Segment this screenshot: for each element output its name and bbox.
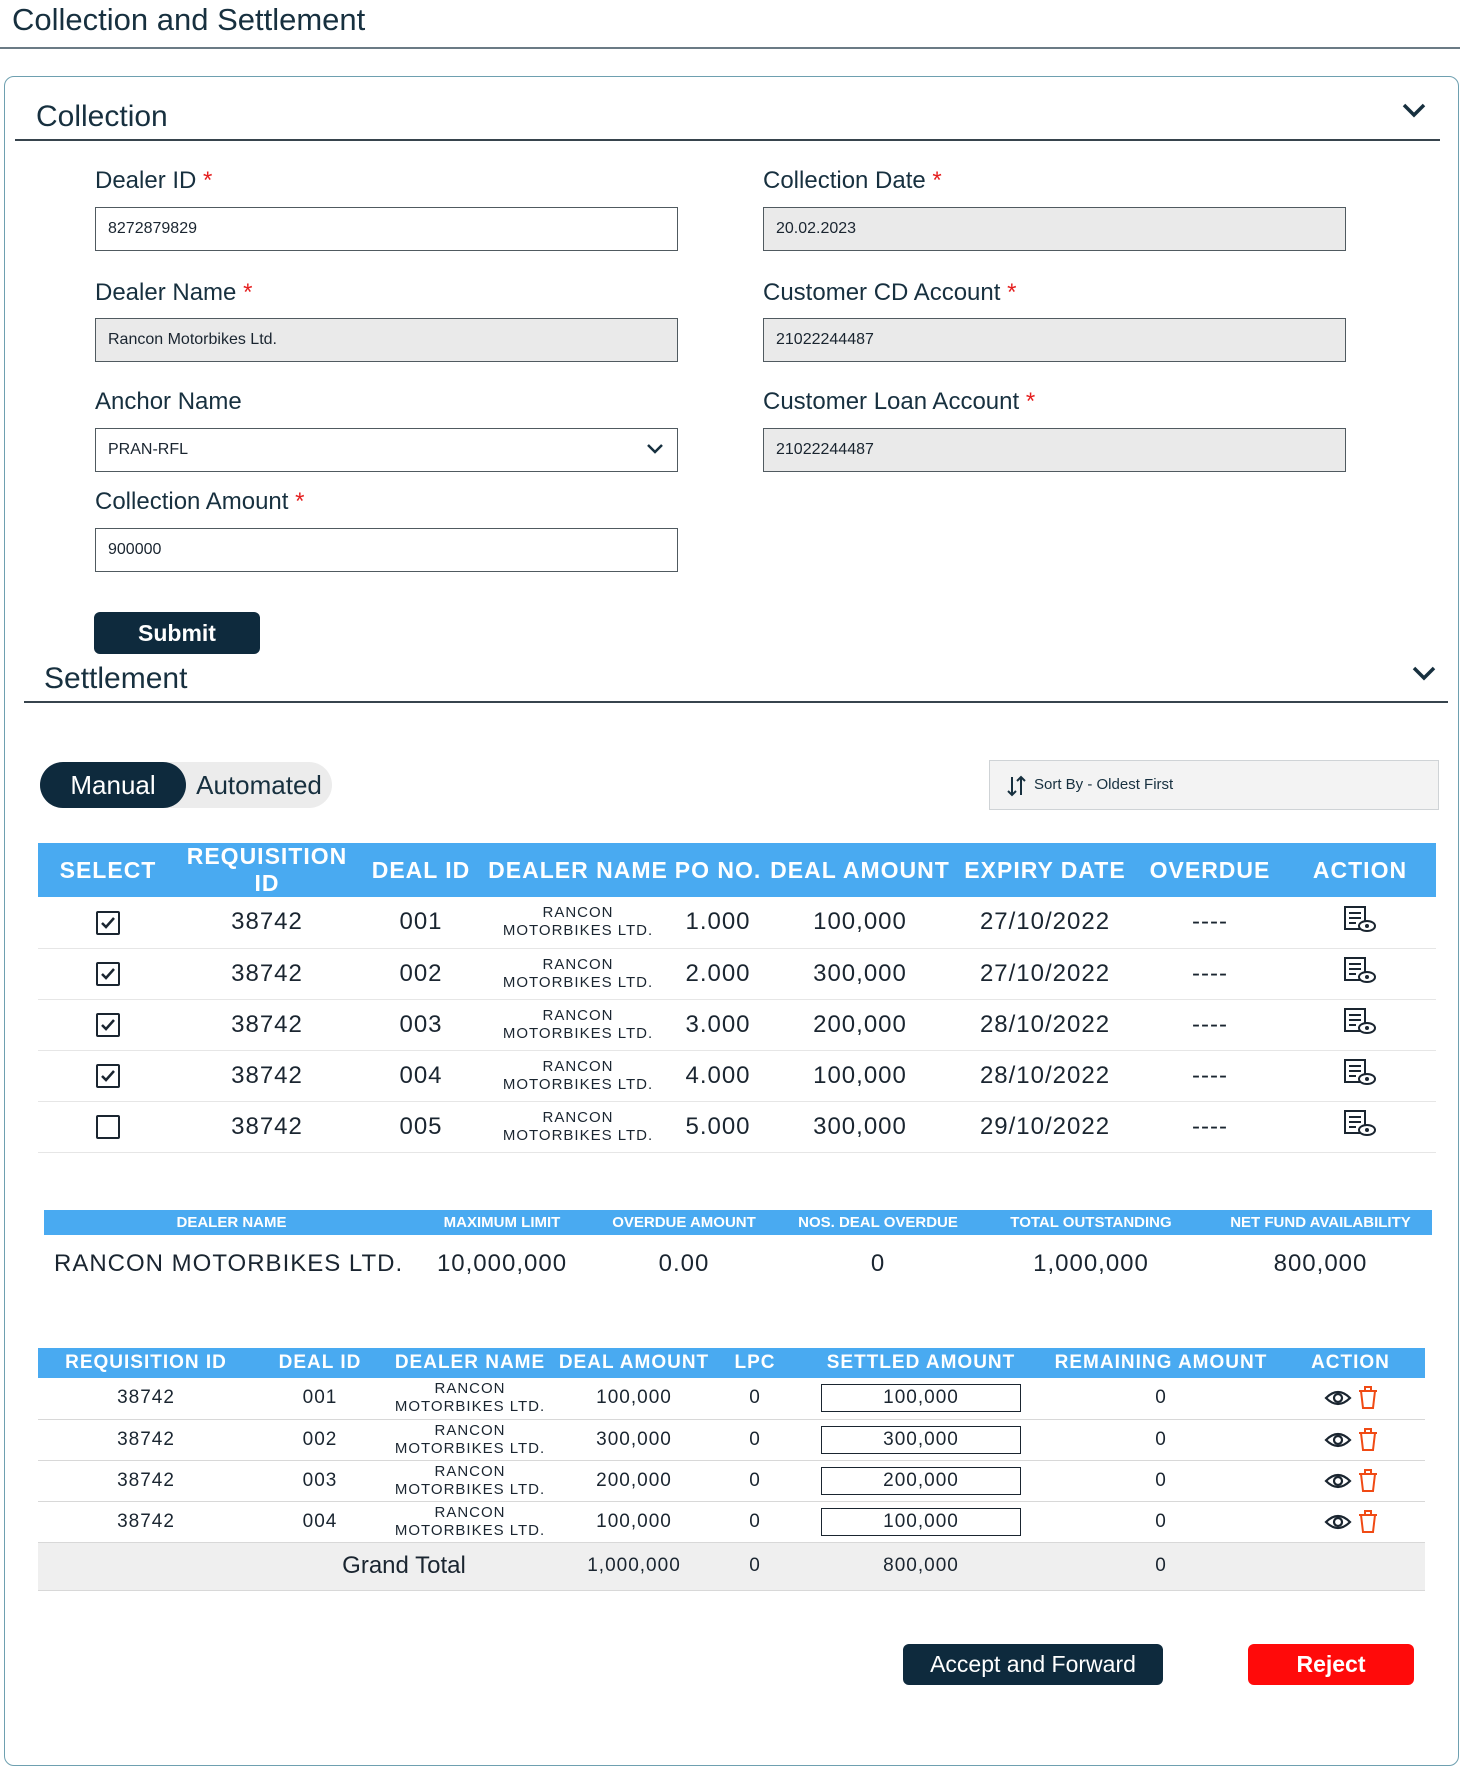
select-cell: [38, 948, 178, 999]
grand-total-row: [38, 1542, 1425, 1590]
expiry-date: 27/10/2022: [954, 897, 1136, 948]
requisition-table-header: [38, 843, 1436, 897]
sort-label: Sort By - Oldest First: [1034, 776, 1174, 793]
eye-icon[interactable]: [1324, 1430, 1352, 1450]
settlement-row: [38, 1501, 1425, 1542]
requisition-id: 38742: [38, 1378, 254, 1419]
summary-dealer-name: RANCON MOTORBIKES LTD.: [54, 1250, 404, 1277]
requisition-id: 38742: [178, 999, 356, 1050]
dealer-name: RANCON MOTORBIKES LTD.: [386, 1501, 554, 1542]
view-document-icon[interactable]: [1343, 905, 1377, 933]
settle-header-requisition-id: REQUISITION ID: [38, 1348, 254, 1378]
summary-header-total-outstanding: TOTAL OUTSTANDING: [973, 1210, 1209, 1235]
summary-header-dealer-name: DEALER NAME: [44, 1210, 419, 1235]
settlement-divider: [24, 701, 1448, 703]
action-cell: [1284, 948, 1436, 999]
grand-total-remaining: 0: [1046, 1542, 1276, 1590]
action-cell: [1276, 1460, 1425, 1501]
settled-amount-cell: [796, 1419, 1046, 1460]
settle-header-settled-amount: SETTLED AMOUNT: [796, 1348, 1046, 1378]
settled-amount-input[interactable]: 300,000: [821, 1426, 1021, 1454]
customer-cd-account-label: Customer CD Account *: [763, 279, 1017, 306]
settled-amount-cell: [796, 1378, 1046, 1419]
collection-date-field: 20.02.2023: [763, 207, 1346, 251]
settle-header-deal-id: DEAL ID: [254, 1348, 386, 1378]
dealer-name: RANCON MOTORBIKES LTD.: [486, 948, 670, 999]
reject-button[interactable]: Reject: [1248, 1644, 1414, 1685]
deal-amount: 300,000: [766, 1101, 954, 1152]
summary-total-outstanding: 1,000,000: [1033, 1250, 1149, 1277]
grand-total-lpc: 0: [714, 1542, 796, 1590]
automated-mode-option[interactable]: Automated: [196, 770, 322, 800]
settlement-table-header: [38, 1348, 1425, 1378]
col-header-select: SELECT: [38, 843, 178, 897]
trash-icon[interactable]: [1358, 1428, 1378, 1452]
deal-id: 004: [356, 1050, 486, 1101]
col-header-expiry-date: EXPIRY DATE: [954, 843, 1136, 897]
deal-id: 001: [356, 897, 486, 948]
requisition-row: [38, 1101, 1436, 1152]
action-cell: [1276, 1501, 1425, 1542]
dealer-id-input[interactable]: 8272879829: [95, 207, 678, 251]
summary-header-overdue-amount: OVERDUE AMOUNT: [585, 1210, 783, 1235]
action-cell: [1284, 999, 1436, 1050]
select-checkbox[interactable]: [96, 911, 120, 935]
summary-header-net-fund-availability: NET FUND AVAILABILITY: [1209, 1210, 1432, 1235]
action-cell: [1276, 1419, 1425, 1460]
dealer-name: RANCON MOTORBIKES LTD.: [486, 1050, 670, 1101]
sort-icon: [1006, 773, 1028, 799]
customer-loan-account-label: Customer Loan Account *: [763, 388, 1036, 415]
overdue: ----: [1136, 999, 1284, 1050]
select-checkbox[interactable]: [96, 1064, 120, 1088]
settlement-heading: Settlement: [44, 662, 188, 695]
deal-amount: 100,000: [554, 1501, 714, 1542]
select-cell: [38, 1101, 178, 1152]
dealer-name: RANCON MOTORBIKES LTD.: [486, 999, 670, 1050]
select-cell: [38, 897, 178, 948]
expiry-date: 28/10/2022: [954, 1050, 1136, 1101]
view-document-icon[interactable]: [1343, 956, 1377, 984]
eye-icon[interactable]: [1324, 1471, 1352, 1491]
dealer-name: RANCON MOTORBIKES LTD.: [386, 1419, 554, 1460]
trash-icon[interactable]: [1358, 1510, 1378, 1534]
anchor-name-label: Anchor Name: [95, 388, 242, 415]
customer-cd-account-field: 21022244487: [763, 318, 1346, 362]
overdue: ----: [1136, 897, 1284, 948]
deal-amount: 300,000: [554, 1419, 714, 1460]
col-header-action: ACTION: [1284, 843, 1436, 897]
deal-amount: 200,000: [766, 999, 954, 1050]
deal-amount: 300,000: [766, 948, 954, 999]
col-header-deal-id: DEAL ID: [356, 843, 486, 897]
summary-header-maximum-limit: MAXIMUM LIMIT: [419, 1210, 585, 1235]
view-document-icon[interactable]: [1343, 1109, 1377, 1137]
settlement-row: [38, 1378, 1425, 1419]
collection-heading: Collection: [36, 100, 168, 133]
manual-mode-option[interactable]: Manual: [40, 762, 186, 808]
view-document-icon[interactable]: [1343, 1007, 1377, 1035]
settle-header-remaining-amount: REMAINING AMOUNT: [1046, 1348, 1276, 1378]
action-cell: [1284, 1050, 1436, 1101]
grand-total-deal-amount: 1,000,000: [554, 1542, 714, 1590]
dealer-id-label: Dealer ID *: [95, 167, 213, 194]
trash-icon[interactable]: [1358, 1469, 1378, 1493]
checkmark-icon: [100, 967, 116, 981]
checkmark-icon: [100, 916, 116, 930]
requisition-id: 38742: [178, 1050, 356, 1101]
requisition-id: 38742: [178, 897, 356, 948]
expiry-date: 27/10/2022: [954, 948, 1136, 999]
collection-collapse-chevron-icon[interactable]: [1401, 101, 1427, 119]
settled-amount-input[interactable]: 100,000: [821, 1508, 1021, 1536]
settle-header-deal-amount: DEAL AMOUNT: [554, 1348, 714, 1378]
summary-header-nos-deal-overdue: NOS. DEAL OVERDUE: [783, 1210, 973, 1235]
dealer-name-label: Dealer Name *: [95, 279, 253, 306]
po-number: 4.000: [670, 1050, 766, 1101]
select-cell: [38, 1050, 178, 1101]
po-number: 2.000: [670, 948, 766, 999]
eye-icon[interactable]: [1324, 1512, 1352, 1532]
lpc: 0: [714, 1419, 796, 1460]
accept-and-forward-button[interactable]: Accept and Forward: [903, 1644, 1163, 1685]
collection-date-label: Collection Date *: [763, 167, 942, 194]
view-document-icon[interactable]: [1343, 1058, 1377, 1086]
deal-id: 003: [356, 999, 486, 1050]
overdue: ----: [1136, 1101, 1284, 1152]
dealer-name: RANCON MOTORBIKES LTD.: [386, 1460, 554, 1501]
requisition-row: [38, 1050, 1436, 1101]
requisition-id: 38742: [38, 1419, 254, 1460]
checkmark-icon: [100, 1018, 116, 1032]
dealer-name-field: Rancon Motorbikes Ltd.: [95, 318, 678, 362]
deal-amount: 100,000: [766, 897, 954, 948]
deal-id: 002: [356, 948, 486, 999]
col-header-overdue: OVERDUE: [1136, 843, 1284, 897]
customer-loan-account-field: 21022244487: [763, 428, 1346, 472]
requisition-row: [38, 999, 1436, 1050]
dealer-summary-table: [44, 1210, 1432, 1293]
deal-amount: 100,000: [554, 1378, 714, 1419]
requisition-table: [38, 843, 1436, 1153]
deal-id: 003: [254, 1460, 386, 1501]
settled-amount-input[interactable]: 100,000: [821, 1384, 1021, 1412]
action-cell: [1284, 897, 1436, 948]
expiry-date: 29/10/2022: [954, 1101, 1136, 1152]
checkmark-icon: [100, 1069, 116, 1083]
action-cell: [1284, 1101, 1436, 1152]
po-number: 3.000: [670, 999, 766, 1050]
page-title: Collection and Settlement: [12, 2, 366, 37]
select-cell: [38, 999, 178, 1050]
select-checkbox[interactable]: [96, 962, 120, 986]
settle-header-action: ACTION: [1276, 1348, 1425, 1378]
requisition-row: [38, 948, 1436, 999]
requisition-row: [38, 897, 1436, 948]
submit-button[interactable]: Submit: [94, 612, 260, 654]
grand-total-label: Grand Total: [254, 1542, 554, 1590]
settled-amount-cell: [796, 1460, 1046, 1501]
grand-total-settled: 800,000: [796, 1542, 1046, 1590]
settlement-row: [38, 1460, 1425, 1501]
chevron-down-icon: [645, 441, 665, 457]
settlement-mode-toggle: [40, 762, 332, 808]
settled-amount-cell: [796, 1501, 1046, 1542]
collection-amount-input[interactable]: 900000: [95, 528, 678, 572]
col-header-dealer-name: DEALER NAME: [486, 843, 670, 897]
select-checkbox[interactable]: [96, 1115, 120, 1139]
summary-maximum-limit: 10,000,000: [436, 1250, 568, 1277]
deal-id: 005: [356, 1101, 486, 1152]
settlement-collapse-chevron-icon[interactable]: [1411, 664, 1437, 682]
anchor-name-value: PRAN-RFL: [108, 441, 189, 458]
action-cell: [1276, 1378, 1425, 1419]
summary-net-fund-availability: 800,000: [1273, 1250, 1368, 1277]
settle-header-dealer-name: DEALER NAME: [386, 1348, 554, 1378]
requisition-id: 38742: [38, 1501, 254, 1542]
summary-overdue-amount: 0.00: [658, 1250, 710, 1277]
po-number: 5.000: [670, 1101, 766, 1152]
settlement-row: [38, 1419, 1425, 1460]
po-number: 1.000: [670, 897, 766, 948]
settlement-table: [38, 1348, 1425, 1591]
lpc: 0: [714, 1460, 796, 1501]
collection-amount-label: Collection Amount *: [95, 488, 305, 515]
overdue: ----: [1136, 1050, 1284, 1101]
remaining-amount: 0: [1046, 1419, 1276, 1460]
dealer-name: RANCON MOTORBIKES LTD.: [486, 1101, 670, 1152]
dealer-name: RANCON MOTORBIKES LTD.: [486, 897, 670, 948]
col-header-po-no: PO NO.: [670, 843, 766, 897]
requisition-id: 38742: [38, 1460, 254, 1501]
col-header-deal-amount: DEAL AMOUNT: [766, 843, 954, 897]
overdue: ----: [1136, 948, 1284, 999]
select-checkbox[interactable]: [96, 1013, 120, 1037]
settled-amount-input[interactable]: 200,000: [821, 1467, 1021, 1495]
dealer-summary-header: [44, 1210, 1432, 1235]
requisition-id: 38742: [178, 1101, 356, 1152]
remaining-amount: 0: [1046, 1460, 1276, 1501]
collection-divider: [15, 139, 1440, 141]
dealer-name: RANCON MOTORBIKES LTD.: [386, 1378, 554, 1419]
requisition-id: 38742: [178, 948, 356, 999]
deal-amount: 200,000: [554, 1460, 714, 1501]
trash-icon[interactable]: [1358, 1386, 1378, 1410]
lpc: 0: [714, 1501, 796, 1542]
lpc: 0: [714, 1378, 796, 1419]
deal-id: 001: [254, 1378, 386, 1419]
settle-header-lpc: LPC: [714, 1348, 796, 1378]
anchor-name-select[interactable]: [95, 428, 678, 472]
deal-id: 004: [254, 1501, 386, 1542]
sort-dropdown[interactable]: [989, 760, 1439, 810]
remaining-amount: 0: [1046, 1501, 1276, 1542]
eye-icon[interactable]: [1324, 1388, 1352, 1408]
title-divider: [0, 47, 1460, 49]
summary-nos-deal-overdue: 0: [870, 1250, 886, 1277]
deal-amount: 100,000: [766, 1050, 954, 1101]
expiry-date: 28/10/2022: [954, 999, 1136, 1050]
dealer-summary-row: [44, 1235, 1432, 1293]
deal-id: 002: [254, 1419, 386, 1460]
col-header-requisition-id: REQUISITION ID: [178, 843, 356, 897]
remaining-amount: 0: [1046, 1378, 1276, 1419]
